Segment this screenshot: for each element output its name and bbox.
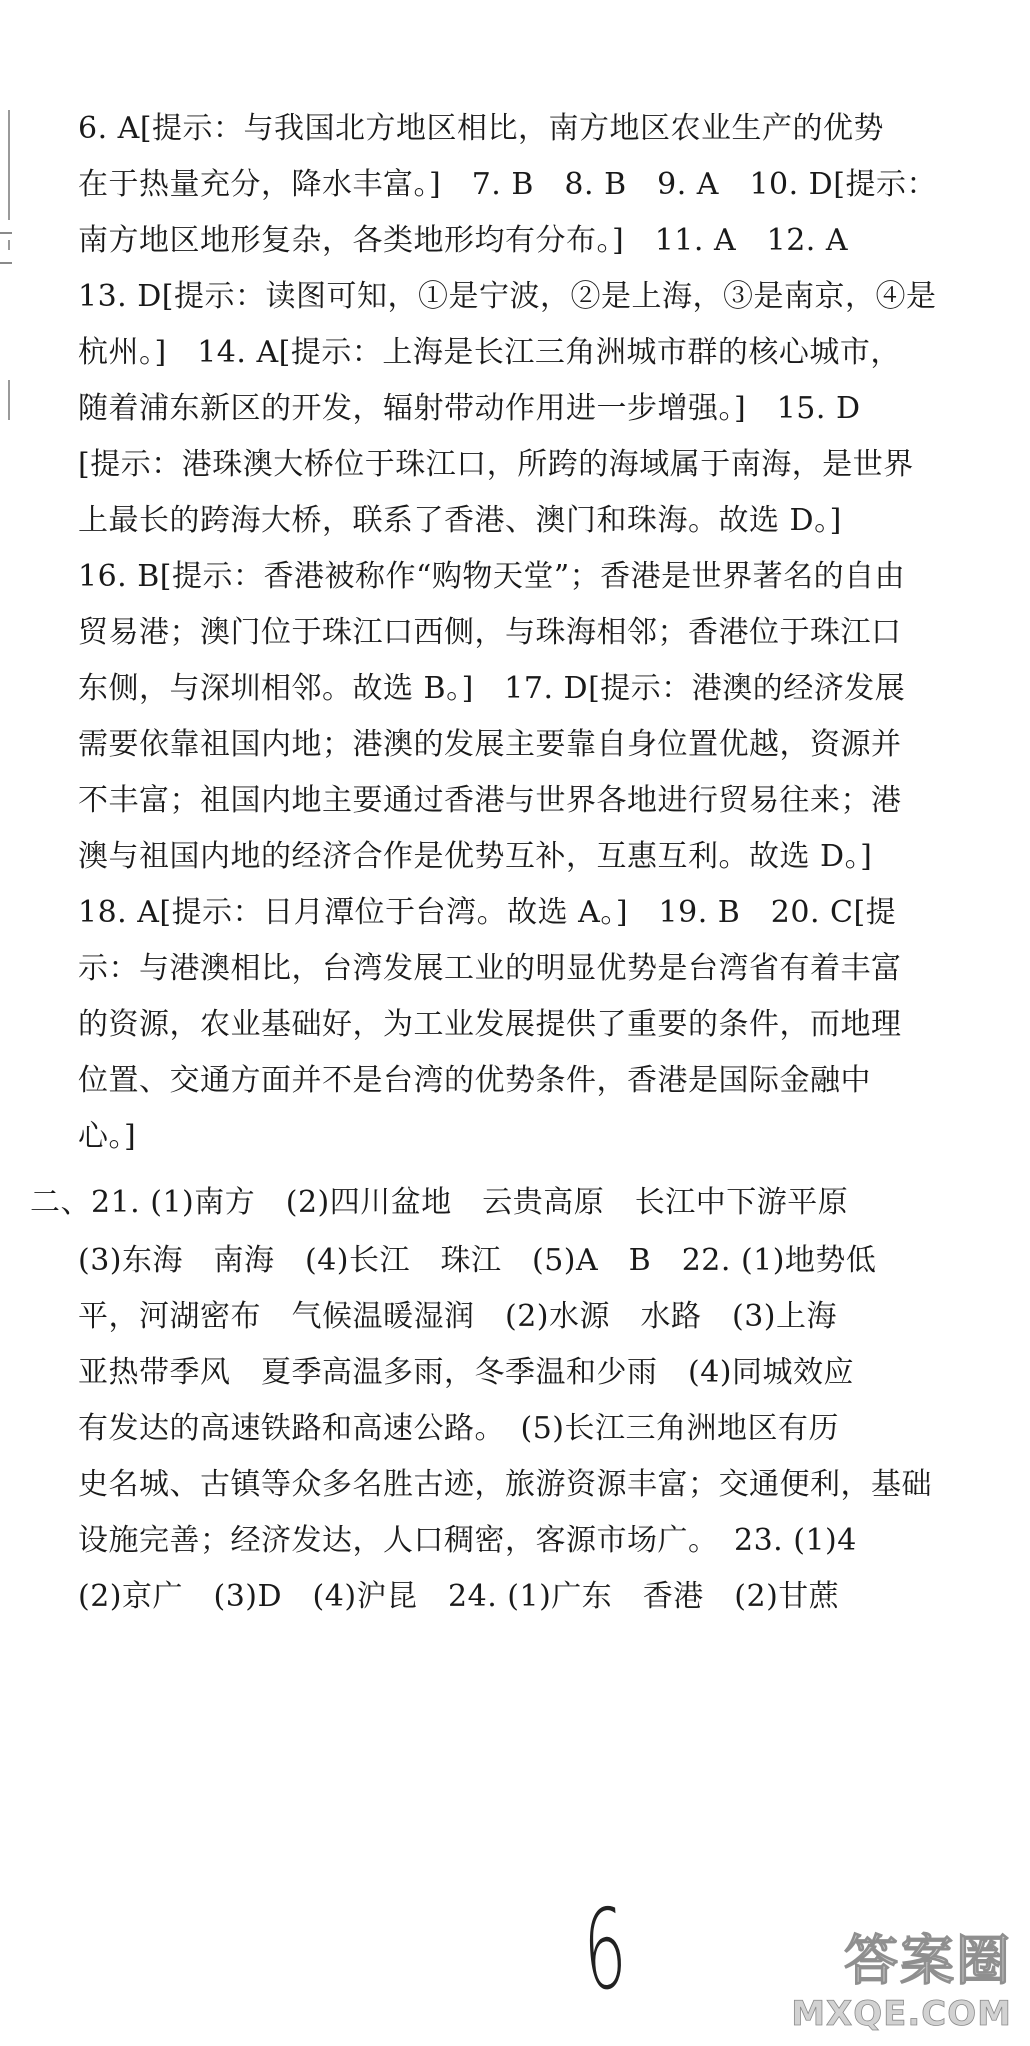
text-line: 在于热量充分，降水丰富。] 7. B 8. B 9. A 10. D[提示： <box>78 167 937 202</box>
text-line: 心。] <box>78 1119 137 1154</box>
text-line: 澳与祖国内地的经济合作是优势互补，互惠互利。故选 D。] <box>78 839 873 874</box>
watermark-logo: 答案圈 <box>844 1929 1012 1992</box>
text-line: 示：与港澳相比，台湾发展工业的明显优势是台湾省有着丰富 <box>78 951 902 986</box>
text-line: 上最长的跨海大桥，联系了香港、澳门和珠海。故选 D。] <box>78 503 842 538</box>
watermark-url: MXQE.COM <box>791 1994 1012 2034</box>
text-line: 平，河湖密布 气候温暖湿润 (2)水源 水路 (3)上海 <box>78 1299 837 1334</box>
text-line: 杭州。] 14. A[提示：上海是长江三角洲城市群的核心城市， <box>78 335 901 370</box>
text-line: 需要依靠祖国内地；港澳的发展主要靠自身位置优越，资源并 <box>78 727 902 762</box>
handwritten-page-number: 6 <box>580 1882 630 2018</box>
text-line: 贸易港；澳门位于珠江口西侧，与珠海相邻；香港位于珠江口 <box>78 615 902 650</box>
text-line: 设施完善；经济发达，人口稠密，客源市场广。 23. (1)4 <box>78 1523 857 1558</box>
text-line: 的资源，农业基础好，为工业发展提供了重要的条件，而地理 <box>78 1007 902 1042</box>
text-line: 16. B[提示：香港被称作“购物天堂”；香港是世界著名的自由 <box>78 559 906 594</box>
text-line: 13. D[提示：读图可知，①是宁波，②是上海，③是南京，④是 <box>78 279 937 314</box>
text-line: [提示：港珠澳大桥位于珠江口，所跨的海域属于南海，是世界 <box>78 447 914 482</box>
text-line: (2)京广 (3)D (4)沪昆 24. (1)广东 香港 (2)甘蔗 <box>78 1579 840 1614</box>
text-line: 有发达的高速铁路和高速公路。 (5)长江三角洲地区有历 <box>78 1411 839 1446</box>
text-line: 史名城、古镇等众多名胜古迹，旅游资源丰富；交通便利，基础 <box>78 1467 932 1502</box>
text-line: 随着浦东新区的开发，辐射带动作用进一步增强。] 15. D <box>78 391 861 426</box>
watermark <box>791 1910 1018 2040</box>
text-line: (3)东海 南海 (4)长江 珠江 (5)A B 22. (1)地势低 <box>78 1243 877 1278</box>
text-line: 不丰富；祖国内地主要通过香港与世界各地进行贸易往来；港 <box>78 783 902 818</box>
text-line: 二、21. (1)南方 (2)四川盆地 云贵高原 长江中下游平原 <box>30 1185 849 1220</box>
text-line: 南方地区地形复杂，各类地形均有分布。] 11. A 12. A <box>78 223 849 258</box>
text-line: 6. A[提示：与我国北方地区相比，南方地区农业生产的优势 <box>78 111 885 146</box>
text-line: 亚热带季风 夏季高温多雨，冬季温和少雨 (4)同城效应 <box>78 1355 854 1390</box>
text-line: 东侧，与深圳相邻。故选 B。] 17. D[提示：港澳的经济发展 <box>78 671 906 706</box>
text-line: 位置、交通方面并不是台湾的优势条件，香港是国际金融中 <box>78 1063 871 1098</box>
text-line: 18. A[提示：日月潭位于台湾。故选 A。] 19. B 20. C[提 <box>78 895 897 930</box>
